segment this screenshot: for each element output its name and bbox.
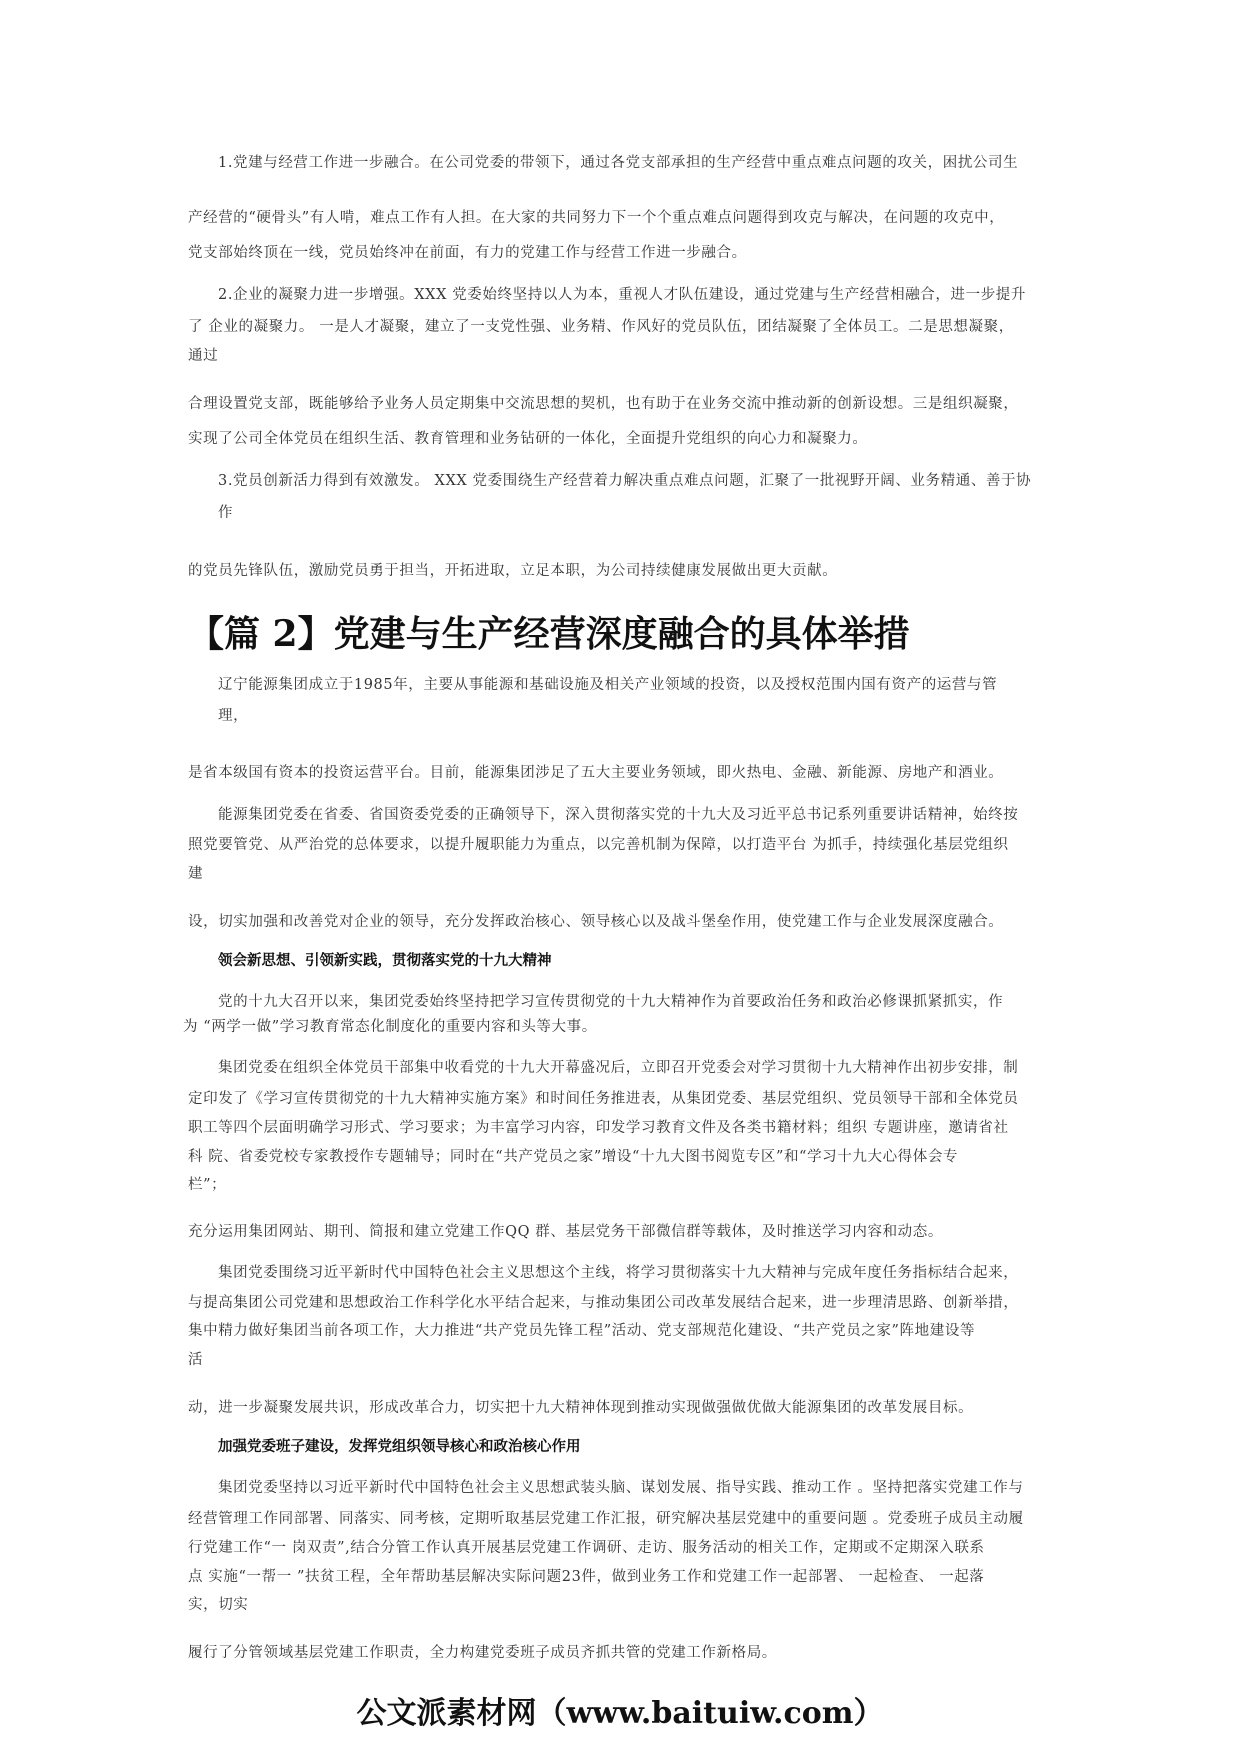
paragraph-line: 行党建工作“一 岗双责”,结合分管工作认真开展基层党建工作调研、走访、服务活动的相关工作，定期或不定期深入联系 [188, 1540, 985, 1556]
paragraph-line: 党的十九大召开以来，集团党委始终坚持把学习宣传贯彻党的十九大精神作为首要政治任务和政治必修课抓紧抓实，作 [218, 994, 1004, 1010]
paragraph-line: 通过 [188, 348, 219, 364]
paragraph-line: 是省本级国有资本的投资运营平台。目前，能源集团涉足了五大主要业务领域，即火热电、金融、新能源、房地产和酒业。 [188, 765, 1004, 781]
paragraph-line: 实，切实 [188, 1597, 249, 1613]
paragraph-line: 了 企业的凝聚力。 一是人才凝聚，建立了一支党性强、业务精、作风好的党员队伍，团结凝聚了全体员工。二是思想凝聚， [188, 319, 1014, 335]
paragraph-line: 设，切实加强和改善党对企业的领导，充分发挥政治核心、领导核心以及战斗堡垒作用，使党建工作与企业发展深度融合。 [188, 914, 1004, 930]
paragraph-line: 的党员先锋队伍，激励党员勇于担当，开拓进取，立足本职，为公司持续健康发展做出更大贡献。 [188, 563, 838, 579]
paragraph-line: 建 [188, 866, 204, 882]
paragraph-line: 集团党委围绕习近平新时代中国特色社会主义思想这个主线，将学习贯彻落实十九大精神与完成年度任务指标结合起来， [218, 1265, 1019, 1281]
paragraph-line: 定印发了《学习宣传贯彻党的十九大精神实施方案》和时间任务推进表，从集团党委、基层党组织、党员领导干部和全体党员 [188, 1091, 1019, 1107]
paragraph-line: 与提高集团公司党建和思想政治工作科学化水平结合起来，与推动集团公司改革发展结合起来，进一步理清思路、创新举措， [188, 1295, 1019, 1311]
paragraph-line: 产经营的“硬骨头”有人啃，难点工作有人担。在大家的共同努力下一个个重点难点问题得到攻克与解决，在问题的攻克中， [188, 210, 1005, 226]
section-heading: 【篇 2】党建与生产经营深度融合的具体举措 [188, 613, 910, 655]
subheading: 领会新思想、引领新实践，贯彻落实党的十九大精神 [218, 952, 552, 969]
paragraph-line: 照党要管党、从严治党的总体要求，以提升履职能力为重点，以完善机制为保障，以打造平台 为抓手，持续强化基层党组织 [188, 837, 1009, 853]
paragraph-line: 职工等四个层面明确学习形式、学习要求；为丰富学习内容，印发学习教育文件及各类书籍材料；组织 专题讲座，邀请省社 [188, 1120, 1009, 1136]
paragraph-line: 辽宁能源集团成立于1985年，主要从事能源和基础设施及相关产业领域的投资，以及授权范围内国有资产的运营与管 [218, 677, 998, 693]
paragraph-line: 2.企业的凝聚力进一步增强。XXX 党委始终坚持以人为本，重视人才队伍建设，通过党建与生产经营相融合，进一步提升 [218, 287, 1027, 303]
paragraph-line: 充分运用集团网站、期刊、简报和建立党建工作QQ 群、基层党务干部微信群等载体，及时推送学习内容和动态。 [188, 1224, 943, 1240]
paragraph-line: 履行了分管领域基层党建工作职责，全力构建党委班子成员齐抓共管的党建工作新格局。 [188, 1645, 777, 1661]
paragraph-line: 为 “两学一做”学习教育常态化制度化的重要内容和头等大事。 [183, 1019, 597, 1035]
paragraph-line: 理， [218, 708, 249, 724]
paragraph-line: 党支部始终顶在一线，党员始终冲在前面，有力的党建工作与经营工作进一步融合。 [188, 245, 747, 261]
paragraph-line: 集团党委坚持以习近平新时代中国特色社会主义思想武装头脑、谋划发展、指导实践、推动工作 。坚持把落实党建工作与 [218, 1480, 1024, 1496]
subheading: 加强党委班子建设，发挥党组织领导核心和政治核心作用 [218, 1438, 581, 1455]
paragraph-line: 集团党委在组织全体党员干部集中收看党的十九大开幕盛况后，立即召开党委会对学习贯彻十九大精神作出初步安排，制 [218, 1060, 1019, 1076]
paragraph-line: 点 实施“一帮一 ”扶贫工程，全年帮助基层解决实际问题23件，做到业务工作和党建工作一起部署、 一起检查、 一起落 [188, 1569, 985, 1585]
paragraph-line: 活 [188, 1352, 204, 1368]
site-watermark-footer: 公文派素材网（www.baituiw.com） [356, 1696, 884, 1731]
paragraph-line: 集中精力做好集团当前各项工作，大力推进“共产党员先锋工程”活动、党支部规范化建设、“共产党员之家”阵地建设等 [188, 1323, 976, 1339]
paragraph-line: 能源集团党委在省委、省国资委党委的正确领导下，深入贯彻落实党的十九大及习近平总书记系列重要讲话精神，始终按 [218, 807, 1019, 823]
paragraph-line: 实现了公司全体党员在组织生活、教育管理和业务钻研的一体化，全面提升党组织的向心力和凝聚力。 [188, 431, 868, 447]
paragraph-line: 栏”； [188, 1177, 227, 1193]
paragraph-line: 科 院、省委党校专家教授作专题辅导；同时在“共产党员之家”增设“十九大图书阅览专区”和“学习十九大心得体会专 [188, 1149, 959, 1165]
paragraph-line: 作 [218, 505, 234, 521]
paragraph-line: 3.党员创新活力得到有效激发。 XXX 党委围绕生产经营着力解决重点难点问题，汇聚了一批视野开阔、业务精通、善于协 [218, 473, 1032, 489]
paragraph-line: 动，进一步凝聚发展共识，形成改革合力，切实把十九大精神体现到推动实现做强做优做大能源集团的改革发展目标。 [188, 1400, 974, 1416]
paragraph-line: 合理设置党支部，既能够给予业务人员定期集中交流思想的契机，也有助于在业务交流中推动新的创新设想。三是组织凝聚， [188, 396, 1019, 412]
paragraph-line: 1.党建与经营工作进一步融合。在公司党委的带领下，通过各党支部承担的生产经营中重点难点问题的攻关，困扰公司生 [218, 155, 1019, 171]
paragraph-line: 经营管理工作同部署、同落实、同考核，定期听取基层党建工作汇报，研究解决基层党建中的重要问题 。党委班子成员主动履 [188, 1511, 1024, 1527]
